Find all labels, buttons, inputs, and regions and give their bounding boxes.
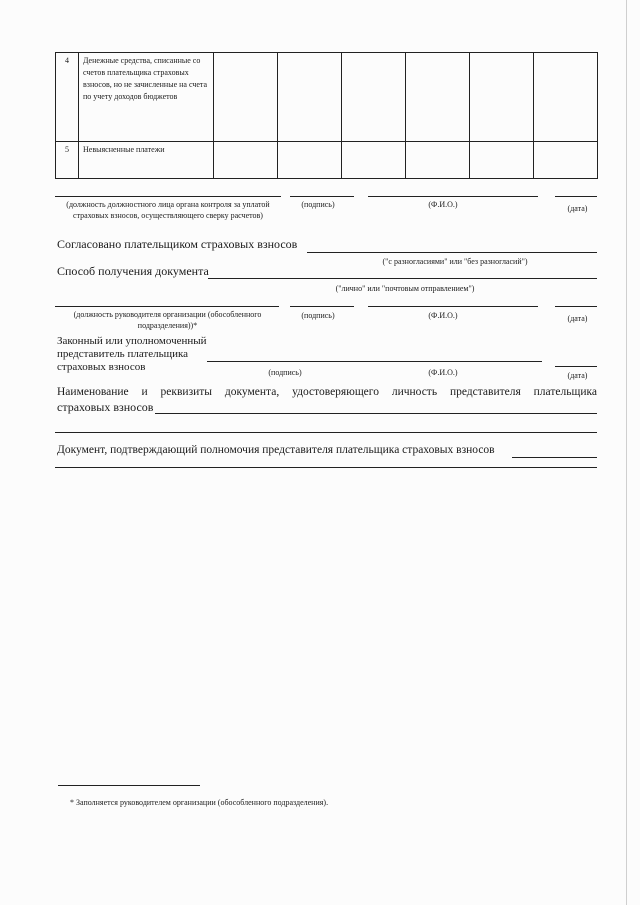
table-row	[56, 142, 598, 179]
table-row	[56, 53, 598, 142]
representative-line[interactable]	[207, 361, 542, 362]
position-line	[55, 306, 279, 307]
table-cell	[342, 142, 406, 179]
table-cell	[534, 53, 598, 142]
table-cell	[534, 142, 598, 179]
head-position-caption: (должность руководителя организации (обособленного подразделения))*	[73, 310, 262, 330]
footnote: * Заполняется руководителем организации (обособленного подразделения).	[70, 798, 329, 807]
date-line	[555, 366, 597, 367]
table-cell	[214, 53, 278, 142]
id-document-label-1: Наименование и реквизиты документа, удостоверяющего личность представителя плательщика	[57, 386, 597, 398]
table-cell	[470, 53, 534, 142]
row-name: Невыясненные платежи	[79, 142, 214, 179]
representative-label-2: представитель плательщика	[57, 348, 189, 360]
agreed-line[interactable]	[307, 252, 597, 253]
authority-document-line-2[interactable]	[55, 467, 597, 468]
authority-document-label: Документ, подтверждающий полномочия представителя плательщика страховых взносов	[57, 444, 495, 456]
control-fio-caption: (Ф.И.О.)	[428, 200, 458, 209]
table-cell	[406, 142, 470, 179]
agreed-label: Согласовано плательщиком страховых взносов	[57, 237, 298, 251]
table-cell	[278, 142, 342, 179]
id-document-label-2: страховых взносов	[57, 400, 154, 414]
control-signature-caption: (подпись)	[301, 200, 335, 209]
representative-label-1: Законный или уполномоченный	[57, 335, 207, 347]
receipt-label: Способ получения документа	[57, 264, 209, 278]
id-document-line[interactable]	[155, 413, 597, 414]
table-cell	[342, 53, 406, 142]
representative-signature-caption: (подпись)	[268, 368, 302, 377]
table-cell	[470, 142, 534, 179]
position-line	[55, 196, 281, 197]
control-date-caption: (дата)	[567, 204, 588, 213]
scan-edge	[626, 0, 627, 905]
head-fio-caption: (Ф.И.О.)	[428, 311, 458, 320]
signature-line	[290, 306, 354, 307]
balances-table	[55, 52, 598, 179]
row-number: 4	[56, 53, 79, 142]
row-number: 5	[56, 142, 79, 179]
table-cell	[278, 53, 342, 142]
receipt-caption: ("лично" или "почтовым отправлением")	[335, 284, 475, 293]
fio-line	[368, 196, 538, 197]
date-line	[555, 306, 597, 307]
head-date-caption: (дата)	[567, 314, 588, 323]
table-cell	[406, 53, 470, 142]
date-line	[555, 196, 597, 197]
table-cell	[214, 142, 278, 179]
authority-document-line[interactable]	[512, 457, 597, 458]
representative-label-3: страховых взносов	[57, 361, 146, 373]
agreed-caption: ("с разногласиями" или "без разногласий")	[382, 257, 528, 266]
fio-line	[368, 306, 538, 307]
receipt-line[interactable]	[208, 278, 597, 279]
row-name: Денежные средства, списанные со счетов плательщика страховых взносов, но не зачисленные на счета по учету доходов бюджетов	[79, 53, 214, 142]
signature-line	[290, 196, 354, 197]
head-signature-caption: (подпись)	[301, 311, 335, 320]
representative-fio-caption: (Ф.И.О.)	[428, 368, 458, 377]
control-position-caption: (должность должностного лица органа контроля за уплатой страховых взносов, осуществляющего сверку расчетов)	[66, 200, 270, 220]
id-document-line-2[interactable]	[55, 432, 597, 433]
footnote-separator	[58, 785, 200, 786]
representative-date-caption: (дата)	[567, 371, 588, 380]
